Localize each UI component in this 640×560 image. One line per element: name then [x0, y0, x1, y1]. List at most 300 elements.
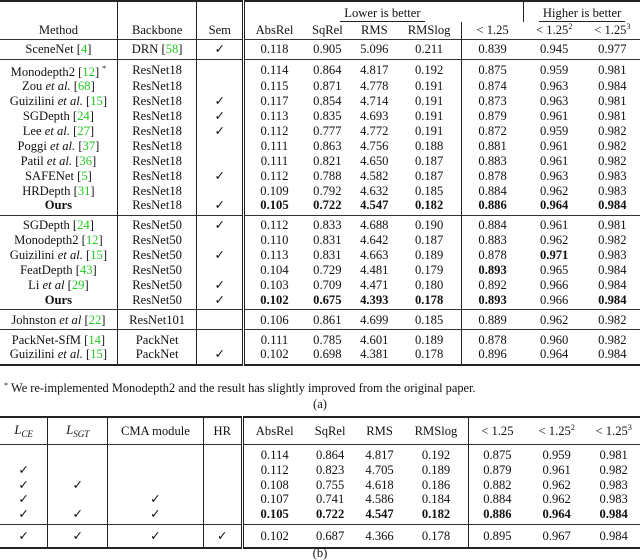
metric-d2: 0.966 — [540, 292, 569, 307]
et-al-suffix: et al — [42, 277, 65, 292]
metric-rms: 4.481 — [360, 263, 389, 278]
method-name: PackNet-SfM — [11, 332, 81, 347]
metric-d1: 0.882 — [483, 477, 512, 492]
metric-d2: 0.959 — [540, 124, 569, 138]
table-row — [0, 310, 640, 330]
delta3-exponent: 3 — [626, 22, 631, 31]
metric-rms: 4.699 — [351, 310, 398, 330]
backbone-cell — [117, 138, 197, 153]
metric-rms: 4.381 — [351, 347, 398, 365]
metric-sq-rel: 0.785 — [304, 330, 351, 347]
caption-b: (b) — [312, 546, 328, 560]
col-header-l-ce — [0, 417, 48, 445]
method-name: FeatDepth — [20, 263, 73, 278]
method-cell: PackNet-SfM [14] — [0, 330, 117, 347]
metric-rms-log: 0.191 — [398, 109, 461, 124]
method-name: Guizilini — [9, 248, 55, 263]
metric-sq-rel: 0.687 — [305, 525, 354, 549]
et-al-suffix: et al. — [45, 79, 71, 94]
metric-abs-rel: 0.113 — [260, 109, 289, 124]
delta2-exponent: 2 — [568, 22, 573, 31]
metric-abs-rel: 0.112 — [260, 168, 289, 183]
component-cell — [203, 492, 242, 507]
metric-d2: 0.965 — [540, 263, 569, 278]
metric-rms: 4.547 — [365, 507, 394, 522]
check-icon: ✓ — [197, 94, 244, 109]
col-header-rms: RMS — [360, 23, 388, 37]
component-cell — [108, 445, 203, 463]
component-cell — [0, 445, 48, 463]
metric-d2: 0.961 — [540, 138, 569, 153]
check-icon: ✓ — [197, 215, 244, 232]
backbone-name: PackNet — [135, 347, 179, 362]
metric-rms: 4.817 — [365, 448, 394, 463]
citation-link[interactable]: 14 — [88, 332, 101, 347]
metric-d1: 0.874 — [478, 79, 507, 94]
metric-d1: 0.872 — [478, 124, 507, 138]
backbone-cell — [117, 79, 197, 94]
et-al-suffix: et al — [59, 312, 82, 327]
metric-d1: 0.839 — [461, 40, 524, 60]
metric-sq-rel: 0.709 — [313, 277, 342, 292]
metric-abs-rel: 0.112 — [260, 124, 289, 138]
metric-rms-log: 0.180 — [398, 277, 461, 292]
method-name: Li — [28, 277, 40, 292]
metric-abs-rel: 0.114 — [260, 448, 289, 463]
method-cell: Monodepth2 [12] — [0, 233, 117, 248]
citation-link[interactable]: 68 — [78, 79, 91, 94]
table-row — [0, 153, 640, 168]
metric-rms-log: 0.182 — [404, 507, 468, 525]
citation-link[interactable]: 15 — [90, 248, 103, 263]
method-cell: FeatDepth [43] — [0, 263, 117, 278]
citation-link[interactable]: 29 — [71, 277, 85, 292]
metric-abs-rel: 0.117 — [260, 94, 289, 109]
et-al-suffix: et al. — [50, 138, 76, 153]
metric-d3: 0.981 — [585, 215, 640, 232]
method-name: Ours — [44, 198, 73, 213]
metric-d1: 0.873 — [478, 94, 507, 109]
header-spacer — [244, 1, 304, 22]
metric-sq-rel: 0.675 — [313, 292, 342, 307]
metric-d2: 0.971 — [540, 248, 569, 263]
table-row — [0, 477, 640, 492]
method-name: SGDepth — [22, 109, 70, 124]
col-header-delta2 — [524, 22, 585, 40]
check-icon: ✓ — [0, 525, 48, 549]
metric-abs-rel: 0.106 — [244, 310, 304, 330]
metric-d2: 0.964 — [542, 507, 571, 522]
backbone-cell — [117, 198, 197, 215]
table-row — [0, 40, 640, 60]
metric-d1: 0.896 — [461, 347, 524, 365]
footnote-marker: * — [102, 63, 107, 73]
metric-abs-rel: 0.110 — [260, 233, 289, 248]
metric-rms-log: 0.211 — [398, 40, 461, 60]
citation-link[interactable]: 15 — [90, 347, 103, 362]
backbone-name: ResNet18 — [132, 124, 182, 138]
footnote-text: We re-implemented Monodepth2 and the result has slightly improved from the original paper. — [11, 381, 476, 395]
method-cell — [0, 292, 117, 309]
sem-cell — [197, 153, 244, 168]
metric-rms: 4.601 — [351, 330, 398, 347]
check-icon: ✓ — [48, 477, 108, 492]
table-row — [0, 94, 640, 109]
backbone-name: DRN — [131, 42, 159, 57]
method-cell: Guizilini et al. [15] — [0, 248, 117, 263]
method-cell: Monodepth2 [12] * — [0, 59, 117, 79]
method-cell: Poggi et al. [37] — [0, 138, 117, 153]
delta2-base: < 1.25 — [538, 423, 571, 438]
metric-d3: 0.982 — [598, 138, 627, 153]
metric-d1: 0.875 — [483, 448, 512, 463]
backbone-name: ResNet50 — [132, 248, 182, 263]
metric-d1: 0.878 — [478, 248, 507, 263]
citation-link[interactable]: 12 — [82, 64, 95, 79]
metric-d2: 0.962 — [524, 310, 585, 330]
metric-d3: 0.977 — [585, 40, 640, 60]
check-icon: ✓ — [197, 198, 244, 215]
citation-link[interactable]: 5 — [81, 168, 88, 183]
table-row — [0, 525, 640, 549]
citation-link[interactable]: 24 — [77, 109, 90, 124]
method-name: Monodepth2 — [14, 233, 79, 248]
backbone-name: ResNet18 — [132, 138, 182, 153]
col-header-sqrel: SqRel — [305, 417, 354, 445]
metric-rms: 4.714 — [360, 94, 389, 109]
metric-rms-log: 0.178 — [404, 525, 468, 549]
metric-abs-rel: 0.109 — [260, 183, 289, 198]
metric-d1: 0.884 — [478, 183, 507, 198]
method-name: Guizilini — [9, 347, 55, 362]
metric-d3: 0.982 — [585, 330, 640, 347]
sem-cell — [197, 79, 244, 94]
metric-rms: 4.366 — [355, 525, 404, 549]
metric-sq-rel: 0.729 — [313, 263, 342, 278]
metric-sq-rel: 0.698 — [304, 347, 351, 365]
method-name: Lee — [22, 124, 42, 138]
col-header-delta3 — [587, 417, 640, 445]
delta3-base: < 1.25 — [595, 423, 628, 438]
col-header-delta1: < 1.25 — [476, 23, 509, 37]
footnote-mark: * — [4, 381, 8, 390]
metric-d1: 0.893 — [478, 263, 507, 278]
metric-rms-log: 0.184 — [404, 492, 468, 507]
method-name: Guizilini — [9, 94, 55, 109]
metric-abs-rel: 0.102 — [244, 347, 304, 365]
metric-d2: 0.966 — [540, 277, 569, 292]
metric-abs-rel: 0.102 — [243, 525, 306, 549]
metric-d1: 0.879 — [483, 463, 512, 478]
citation-link[interactable]: 37 — [82, 138, 96, 153]
metric-d3: 0.982 — [598, 233, 627, 248]
delta2-base: < 1.25 — [536, 23, 569, 37]
metric-d3: 0.981 — [585, 59, 640, 79]
backbone-name: ResNet50 — [132, 277, 182, 292]
metric-d1: 0.883 — [478, 153, 507, 168]
metric-rms: 4.688 — [351, 215, 398, 232]
method-cell: Guizilini et al. [15] — [0, 347, 117, 365]
metric-sq-rel: 0.861 — [304, 310, 351, 330]
table-row — [0, 248, 640, 263]
metric-rms: 4.547 — [360, 198, 389, 213]
metric-rms: 4.756 — [360, 138, 389, 153]
table-row — [0, 59, 640, 79]
citation-link[interactable]: 27 — [77, 124, 90, 138]
metric-abs-rel: 0.112 — [244, 215, 304, 232]
metric-d3: 0.983 — [598, 183, 627, 198]
citation-link[interactable]: 31 — [77, 183, 91, 198]
citation-link[interactable]: 12 — [85, 233, 99, 248]
metric-d3: 0.984 — [585, 347, 640, 365]
method-cell: Patil et al. [36] — [0, 153, 117, 168]
col-header-delta1: < 1.25 — [468, 417, 526, 445]
metric-d2: 0.963 — [540, 168, 569, 183]
method-cell: Lee et al. [27] — [0, 124, 117, 139]
et-al-suffix: et al. — [57, 248, 83, 263]
et-al-suffix: et al. — [46, 153, 73, 168]
delta3-exponent: 3 — [627, 422, 632, 432]
metric-d2: 0.960 — [524, 330, 585, 347]
method-name: Ours — [44, 292, 73, 307]
metric-sq-rel: 0.863 — [313, 138, 342, 153]
metric-d1: 0.895 — [468, 525, 526, 549]
table-row — [0, 233, 640, 248]
l-sgt-base: L — [66, 423, 74, 437]
metric-d2: 0.945 — [524, 40, 585, 60]
component-cell — [48, 445, 108, 463]
metric-d3: 0.984 — [598, 263, 627, 278]
metric-d2: 0.961 — [540, 153, 569, 168]
metric-d3: 0.982 — [599, 463, 628, 478]
component-cell — [48, 492, 108, 507]
metric-d3: 0.982 — [598, 153, 627, 168]
check-icon: ✓ — [108, 492, 203, 507]
citation-link[interactable]: 22 — [88, 312, 102, 327]
backbone-name: ResNet18 — [132, 153, 182, 168]
col-header-method: Method — [0, 22, 117, 40]
metric-rms-log: 0.191 — [398, 79, 461, 94]
l-ce-base: L — [14, 423, 22, 437]
caption-a: (a) — [313, 397, 327, 411]
citation-link[interactable]: 43 — [79, 263, 93, 278]
check-icon: ✓ — [197, 347, 244, 365]
table-row — [0, 292, 640, 309]
table-row — [0, 138, 640, 153]
metric-rms-log: 0.192 — [404, 445, 468, 463]
metric-rms: 4.582 — [360, 168, 389, 183]
backbone-name: ResNet18 — [132, 79, 182, 94]
metric-d3: 0.984 — [598, 292, 627, 307]
metric-rms-log: 0.192 — [398, 59, 461, 79]
metric-rms-log: 0.189 — [398, 330, 461, 347]
metric-rms: 4.642 — [360, 233, 389, 248]
backbone-name: ResNet18 — [132, 198, 182, 213]
citation-link[interactable]: 4 — [80, 42, 88, 57]
backbone-name: ResNet18 — [132, 109, 182, 124]
backbone-cell — [117, 233, 197, 248]
metric-sq-rel: 0.854 — [313, 94, 342, 109]
backbone-cell — [117, 153, 197, 168]
metric-sq-rel: 0.833 — [304, 215, 351, 232]
component-cell — [48, 463, 108, 478]
metric-d1: 0.878 — [478, 168, 507, 183]
backbone-cell — [117, 94, 197, 109]
metric-d3: 0.983 — [598, 168, 627, 183]
backbone-name: ResNet50 — [132, 218, 182, 233]
metric-abs-rel: 0.111 — [260, 138, 289, 153]
metric-rms: 4.663 — [360, 248, 389, 263]
col-header-absrel: AbsRel — [255, 23, 294, 37]
method-name: SceneNet — [25, 42, 74, 57]
citation-link[interactable]: 58 — [165, 42, 179, 57]
metric-sq-rel: 0.777 — [313, 124, 342, 138]
metric-d2: 0.961 — [540, 109, 569, 124]
metric-rms-log: 0.189 — [398, 248, 461, 263]
table-row — [0, 277, 640, 292]
check-icon: ✓ — [48, 525, 108, 549]
metric-d3: 0.982 — [598, 124, 627, 138]
metric-d3: 0.984 — [598, 277, 627, 292]
metric-abs-rel: 0.103 — [260, 277, 289, 292]
citation-link[interactable]: 24 — [77, 218, 90, 233]
metric-sq-rel: 0.741 — [315, 492, 345, 507]
metric-d2: 0.962 — [542, 477, 571, 492]
backbone-name: ResNet18 — [132, 183, 182, 198]
method-cell: SAFENet [5] — [0, 168, 117, 183]
metric-abs-rel: 0.105 — [260, 198, 289, 213]
metric-d2: 0.967 — [526, 525, 587, 549]
metric-rms: 4.705 — [365, 463, 394, 478]
header-spacer — [0, 1, 117, 22]
metric-abs-rel: 0.111 — [244, 330, 304, 347]
backbone-cell — [117, 59, 197, 79]
metric-sq-rel: 0.905 — [304, 40, 351, 60]
col-header-rms: RMS — [355, 417, 404, 445]
backbone-cell: DRN [58] — [117, 40, 197, 60]
table-row — [0, 79, 640, 94]
metric-sq-rel: 0.831 — [313, 233, 342, 248]
table-row — [0, 263, 640, 278]
method-name: SGDepth — [22, 218, 70, 233]
metric-abs-rel: 0.114 — [244, 59, 304, 79]
metric-sq-rel: 0.864 — [315, 448, 345, 463]
backbone-name: ResNet50 — [132, 233, 182, 248]
metric-d3: 0.984 — [598, 198, 627, 213]
metric-sq-rel: 0.871 — [313, 79, 342, 94]
method-name: HRDepth — [22, 183, 71, 198]
metric-rms: 4.586 — [365, 492, 394, 507]
citation-link[interactable]: 36 — [79, 153, 92, 168]
metric-abs-rel: 0.118 — [244, 40, 304, 60]
sem-cell — [197, 310, 244, 330]
check-icon: ✓ — [197, 292, 244, 309]
backbone-cell — [117, 183, 197, 198]
group-header-lower — [304, 1, 461, 22]
metric-rms-log: 0.186 — [404, 477, 468, 492]
metric-rms-log: 0.178 — [398, 292, 461, 309]
metric-rms-log: 0.185 — [398, 310, 461, 330]
component-cell — [108, 477, 203, 492]
method-cell: HRDepth [31] — [0, 183, 117, 198]
sem-cell — [197, 59, 244, 79]
table-row — [0, 347, 640, 365]
metric-d2: 0.961 — [524, 215, 585, 232]
citation-link[interactable]: 15 — [90, 94, 103, 109]
table-row — [0, 330, 640, 347]
method-cell: SGDepth [24] — [0, 215, 117, 232]
col-header-backbone: Backbone — [117, 22, 197, 40]
metric-d1: 0.879 — [478, 109, 507, 124]
backbone-cell — [117, 277, 197, 292]
metric-rms-log: 0.191 — [398, 124, 461, 139]
backbone-cell — [117, 124, 197, 139]
backbone-cell — [117, 310, 197, 330]
method-name: SAFENet — [24, 168, 74, 183]
table-row — [0, 507, 640, 525]
metric-rms: 4.778 — [360, 79, 389, 94]
col-header-hr: HR — [203, 417, 242, 445]
metric-rms-log: 0.179 — [398, 263, 461, 278]
check-icon: ✓ — [197, 277, 244, 292]
check-icon: ✓ — [48, 507, 108, 525]
metric-d1: 0.893 — [478, 292, 507, 307]
method-name: Poggi — [17, 138, 47, 153]
delta2-exponent: 2 — [570, 422, 575, 432]
metric-d2: 0.962 — [540, 233, 569, 248]
metric-abs-rel: 0.102 — [260, 292, 289, 307]
backbone-name: ResNet18 — [132, 168, 182, 183]
metric-sq-rel: 0.722 — [315, 507, 345, 522]
metric-d2: 0.959 — [524, 59, 585, 79]
component-cell — [108, 463, 203, 478]
check-icon: ✓ — [0, 492, 48, 507]
metric-d1: 0.892 — [478, 277, 507, 292]
header-spacer — [197, 1, 244, 22]
metric-d3: 0.983 — [598, 248, 627, 263]
metric-abs-rel: 0.105 — [260, 507, 289, 522]
metric-d2: 0.964 — [540, 198, 569, 213]
table-row — [0, 463, 640, 478]
metric-d3: 0.981 — [599, 448, 628, 463]
footnote — [4, 381, 476, 396]
component-cell — [203, 477, 242, 492]
method-name: Johnston — [11, 312, 57, 327]
method-cell: Guizilini et al. [15] — [0, 94, 117, 109]
metric-d2: 0.962 — [542, 492, 571, 507]
method-cell — [0, 198, 117, 215]
sem-cell — [197, 263, 244, 278]
metric-sq-rel: 0.755 — [315, 477, 345, 492]
backbone-cell — [117, 292, 197, 309]
metric-d1: 0.886 — [483, 507, 512, 522]
metric-sq-rel: 0.823 — [315, 463, 345, 478]
metric-d2: 0.963 — [540, 94, 569, 109]
table-row — [0, 492, 640, 507]
check-icon: ✓ — [197, 248, 244, 263]
l-ce-subscript: CE — [21, 429, 33, 439]
check-icon: ✓ — [203, 525, 242, 549]
backbone-name: ResNet101 — [129, 312, 186, 327]
check-icon: ✓ — [197, 109, 244, 124]
l-sgt-subscript: SGT — [73, 429, 90, 439]
metric-d3: 0.982 — [585, 310, 640, 330]
backbone-cell — [117, 215, 197, 232]
backbone-cell — [117, 168, 197, 183]
col-header-sem: Sem — [197, 22, 244, 40]
metric-d2: 0.959 — [542, 448, 571, 463]
metric-rms: 4.632 — [360, 183, 389, 198]
